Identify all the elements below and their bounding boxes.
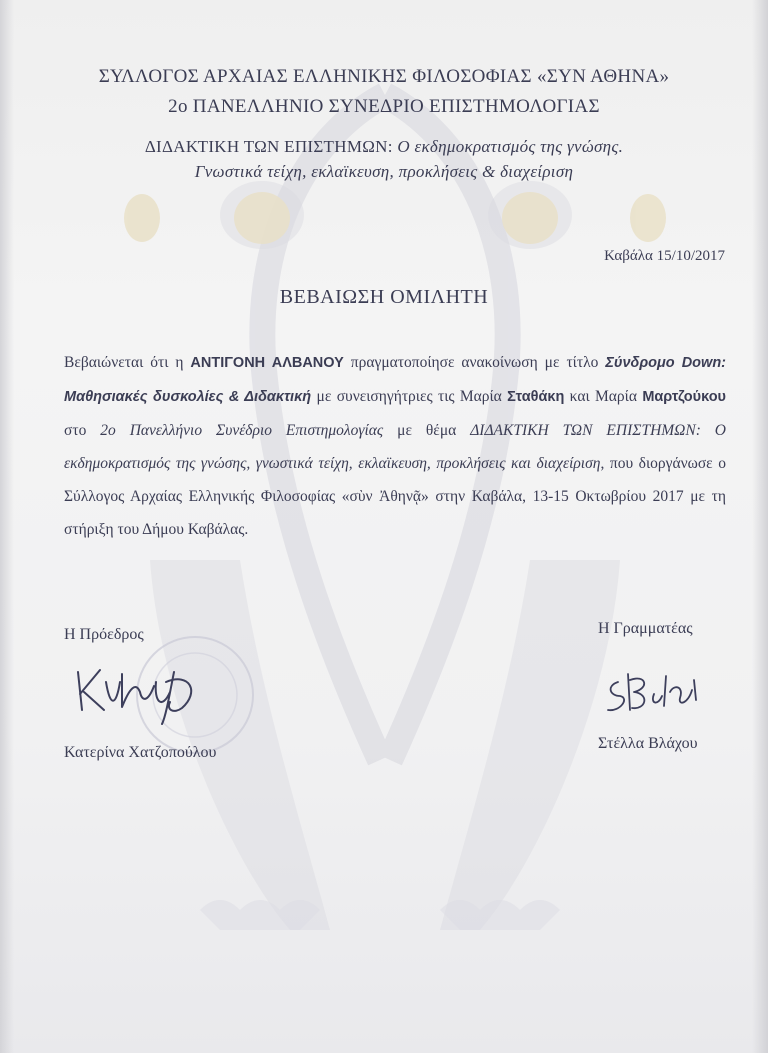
speaker-name: ΑΝΤΙΓΟΝΗ ΑΛΒΑΝΟΥ [190, 355, 344, 371]
body-text: πραγματοποίησε ανακοίνωση με τίτλο [343, 354, 606, 371]
president-name: Κατερίνα Χατζοπούλου [64, 744, 217, 761]
conference-name: 2ο ΠΑΝΕΛΛΗΝΙΟ ΣΥΝΕΔΡΙΟ ΕΠΙΣΤΗΜΟΛΟΓΙΑΣ [168, 96, 600, 117]
body-text: με συνεισηγήτριες τις Μαρία [311, 388, 508, 405]
body-text: με θέμα [383, 422, 471, 439]
co-speaker-1: Σταθάκη [507, 389, 565, 405]
talk-title: Σύνδρομο Down: Μαθησιακές δυσκολίες & Διδακτική [64, 355, 726, 405]
issue-date: Καβάλα 15/10/2017 [604, 248, 725, 264]
body-text: , που διοργάνωσε ο Σύλλογος Αρχαίας Ελληνικής Φιλοσοφίας «σὺν Ἀθηνᾷ» στην Καβάλα, 13-15 Οκτωβρίου 2017 με τη στήριξη του Δήμου Καβάλας. [64, 455, 726, 538]
secretary-name: Στέλλα Βλάχου [598, 735, 698, 752]
document-title: ΒΕΒΑΙΩΣΗ ΟΜΙΛΗΤΗ [279, 286, 489, 308]
conference-theme [0, 137, 768, 157]
co-speaker-2: Μαρτζούκου [642, 389, 726, 405]
president-role: Η Πρόεδρος [64, 626, 144, 643]
body-text: στο [64, 422, 101, 439]
theme-rest: Ο εκδημοκρατισμός της γνώσης. [397, 137, 624, 156]
body-text: Βεβαιώνεται ότι η [64, 354, 191, 371]
org-name: ΣΥΛΛΟΓΟΣ ΑΡΧΑΙΑΣ ΕΛΛΗΝΙΚΗΣ ΦΙΛΟΣΟΦΙΑΣ «ΣΥΝ ΑΘΗΝΑ» [98, 66, 670, 87]
conference-subtheme: Γνωστικά τείχη, εκλαϊκευση, προκλήσεις & διαχείριση [194, 162, 574, 181]
secretary-signature [600, 660, 710, 725]
theme-prefix: ΔΙΔΑΚΤΙΚΗ ΤΩΝ ΕΠΙΣΤΗΜΩΝ: [144, 137, 393, 156]
conference-ref: 2ο Πανελλήνιο Συνέδριο Επιστημολογίας [100, 422, 384, 439]
certificate-body [64, 346, 726, 546]
secretary-role: Η Γραμματέας [598, 620, 693, 637]
theme-ref: ΔΙΔΑΚΤΙΚΗ ΤΩΝ ΕΠΙΣΤΗΜΩΝ: Ο εκδημοκρατισμός της γνώσης, γνωστικά τείχη, εκλαϊκευση, προκλήσεις και διαχείριση [64, 422, 727, 472]
body-text: και Μαρία [564, 388, 643, 405]
president-signature [70, 652, 210, 732]
